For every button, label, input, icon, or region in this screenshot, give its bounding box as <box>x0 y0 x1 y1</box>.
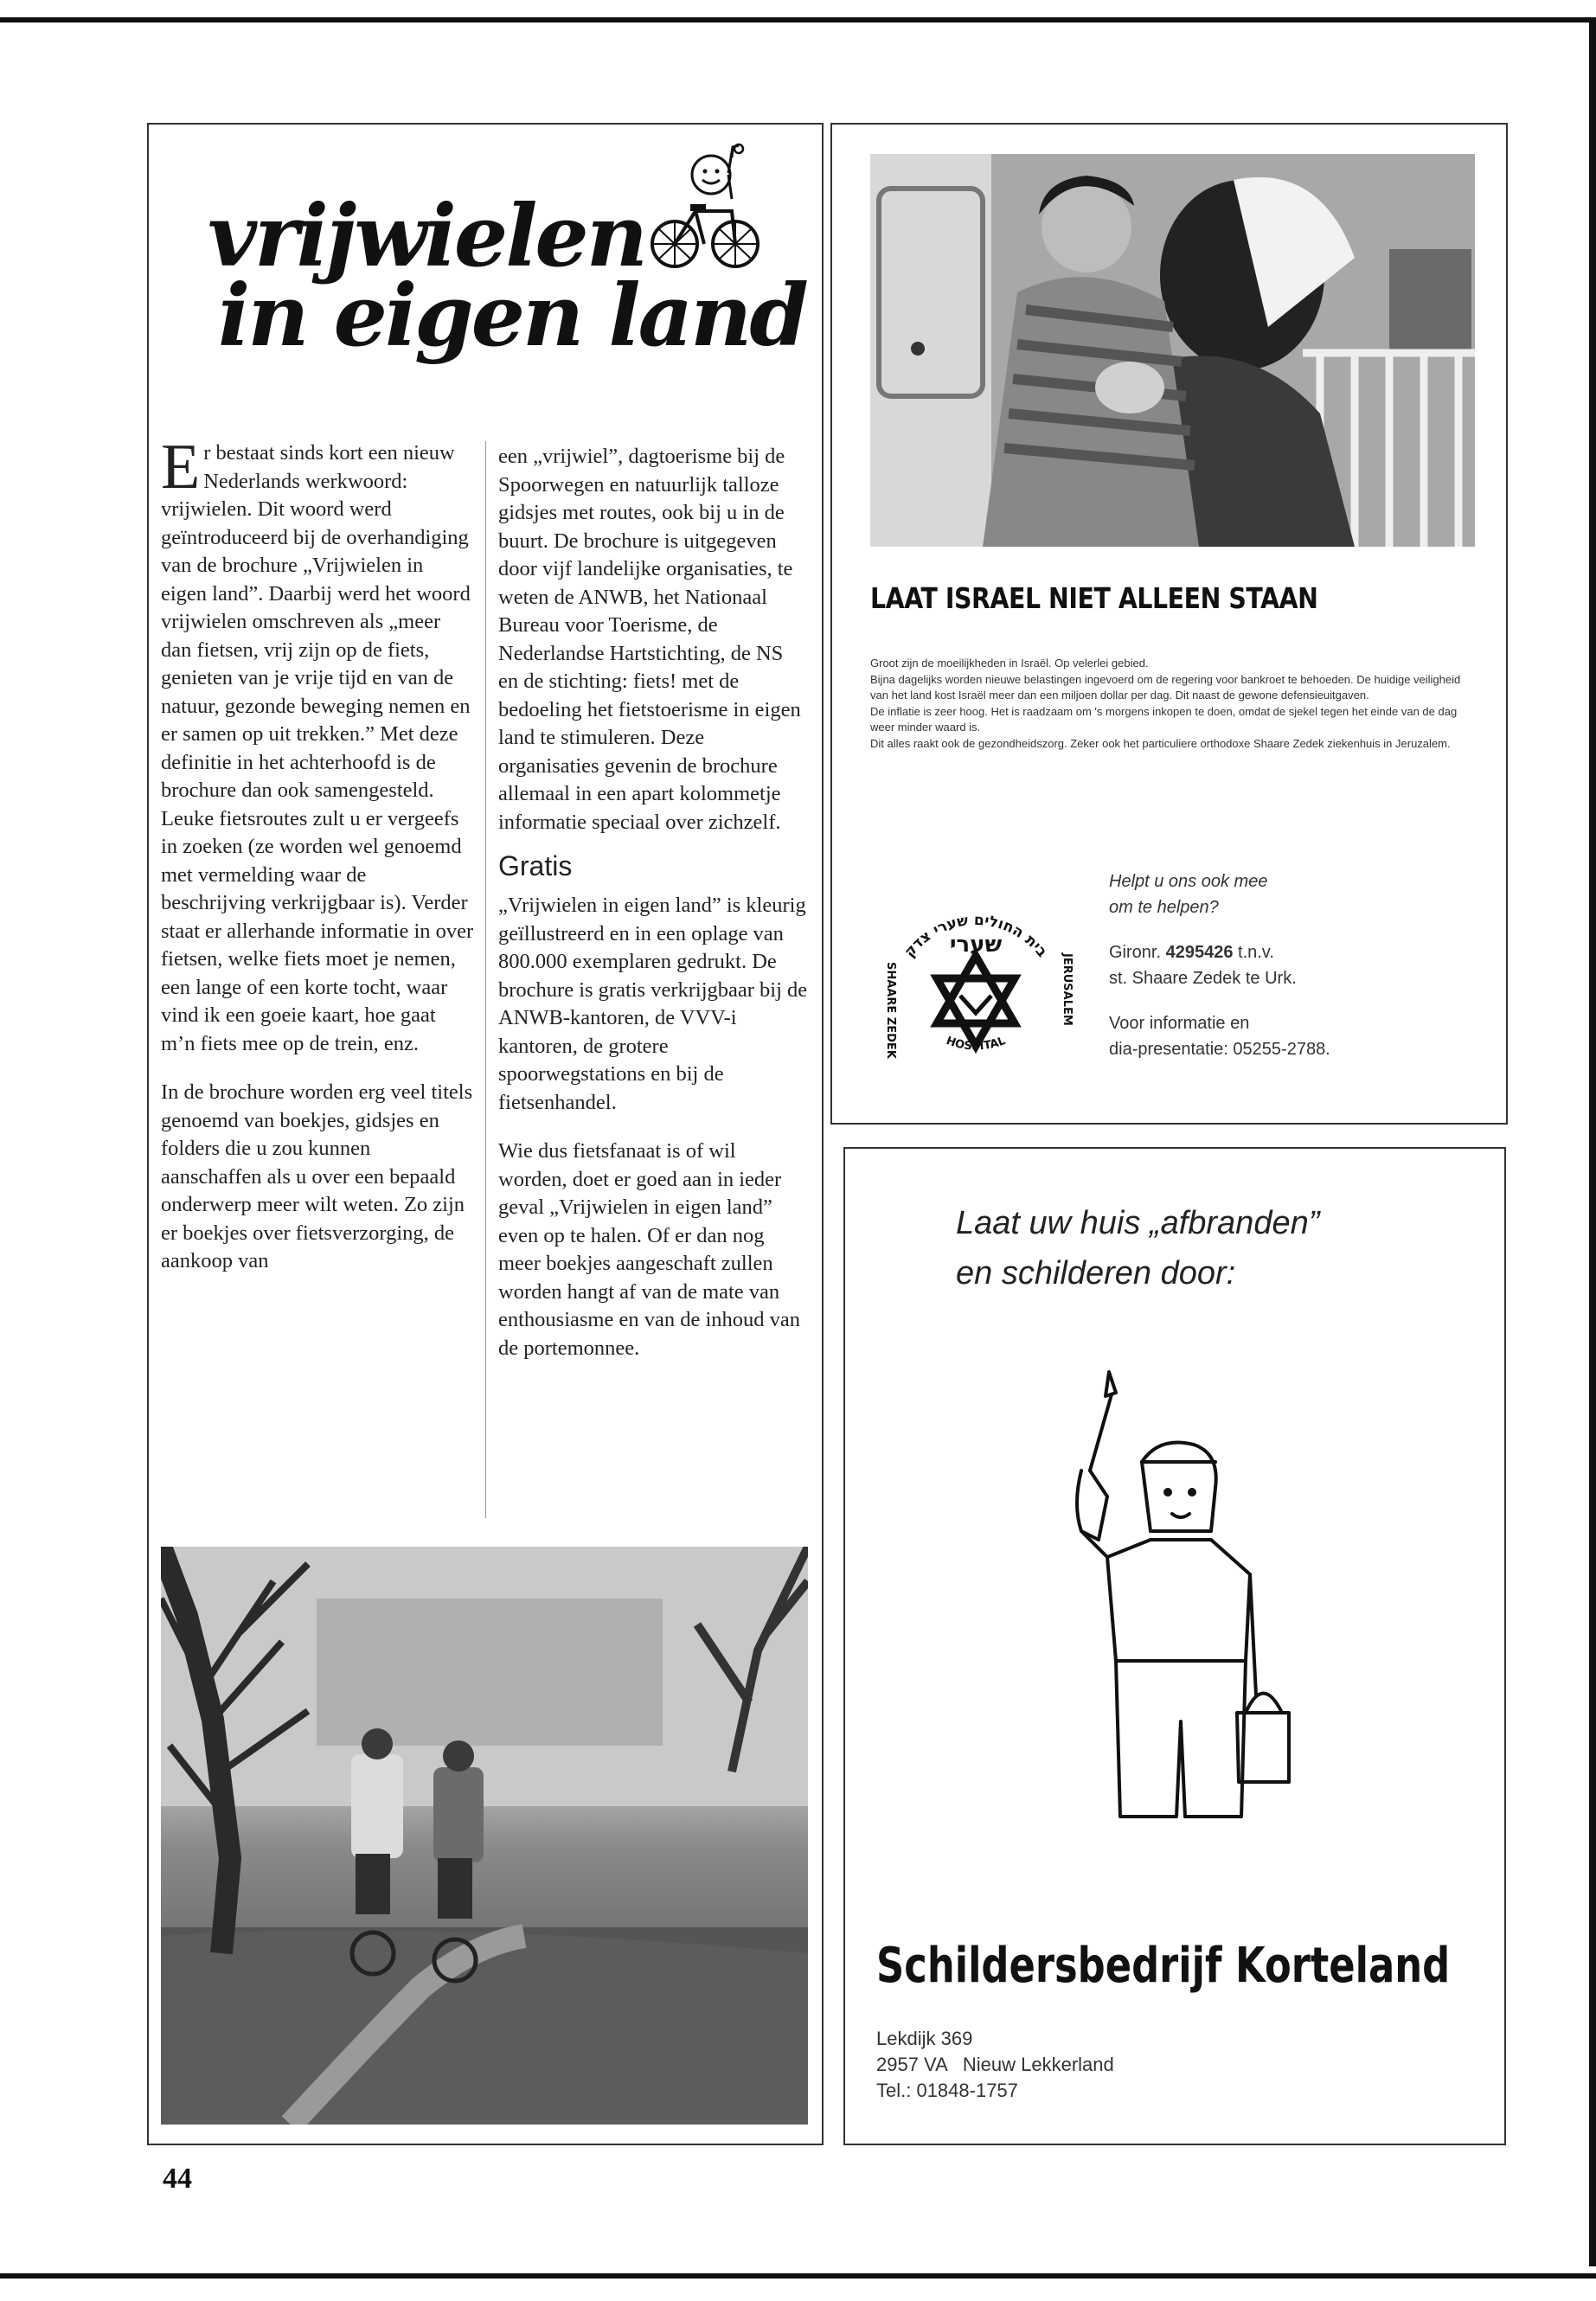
article-paragraph: Leuke fietsroutes zult u er vergeefs in zoeken (ze worden wel genoemd met vermelding waar de beschrijving verkrijgbaar is). Verder staat er allerhande informatie in over fietsen, welke fiets moet je nemen, een lange of een korte tocht, waar vind ik een goeie kaart, hoe gaat m’n fiets mee op de trein, enz. <box>161 806 474 1055</box>
logo-text-right: JERUSALEM <box>1061 953 1074 1026</box>
article-paragraph: Wie dus fietsfanaat is of wil worden, doet er goed aan in ieder geval „Vrijwielen in eigen land” even op te halen. Of er dan nog meer boekjes aangeschaft zullen worden hangt af van de mate van enthousiasme en van de inhoud van de portemonnee. <box>498 1139 801 1360</box>
help-line: om te helpen? <box>1109 898 1219 917</box>
israel-ad-headline: LAAT ISRAEL NIET ALLEEN STAAN <box>870 581 1318 615</box>
israel-ad-line: Groot zijn de moeilijkheden in Israël. Op velerlei gebied. <box>870 657 1149 670</box>
bottom-border-line <box>0 2273 1596 2279</box>
top-border-line <box>0 17 1596 22</box>
giro-line <box>1109 939 1330 965</box>
help-line: Helpt u ons ook mee <box>1109 872 1268 891</box>
logo-hebrew-arc: בית החולים שערי צדק <box>901 911 1051 961</box>
column-divider <box>485 441 486 1518</box>
company-name: Schildersbedrijf Korteland <box>876 1938 1451 1994</box>
giro-number: 4295426 <box>1165 943 1234 962</box>
nurse-and-child-photo <box>870 154 1475 547</box>
article-column-2 <box>498 443 808 1362</box>
article-paragraph: „Vrijwielen in eigen land” is kleurig geïllustreerd en in een oplage van 800.000 exemplaren gedrukt. De brochure is gratis verkrijgbaar bij de ANWB-kantoren, de VVV-i kantoren, de grotere spoorwegstations en bij de fietsenhandel. <box>498 894 808 1114</box>
painter-figure-icon <box>1029 1367 1306 1851</box>
shaare-zedek-logo <box>872 858 1080 1099</box>
article-paragraph: In de brochure worden erg veel titels genoemd van boekjes, gidsjes en folders die u zou kunnen aanschaffen als u over een bepaald onderwerp meer wilt weten. Zo zijn er boekjes over fietsverzorging, de aankoop van <box>161 1080 473 1272</box>
subheading-gratis: Gratis <box>498 850 573 881</box>
israel-ad-line: Dit alles raakt ook de gezondheidszorg. Zeker ook het particuliere orthodoxe Shaare Zedek ziekenhuis in Jeruzalem. <box>870 736 1451 750</box>
svg-text:HOSPITAL <box>945 1035 1008 1053</box>
company-address <box>876 2026 1114 2104</box>
article-title-line2: in eigen land <box>218 266 806 366</box>
address-line: Lekdijk 369 <box>876 2028 973 2049</box>
slogan-line: Laat uw huis „afbranden” <box>956 1205 1320 1241</box>
giro-line-2: st. Shaare Zedek te Urk. <box>1109 969 1297 988</box>
israel-ad-line: De inflatie is zeer hoog. Het is raadzaam om 's morgens inkopen te doen, omdat de sjekel tegen het einde van de dag weer minder waard is. <box>870 704 1458 734</box>
israel-ad-contact <box>1109 868 1330 1062</box>
info-line: Voor informatie en <box>1109 1014 1250 1033</box>
page-number: 44 <box>163 2163 192 2195</box>
logo-text-bottom: HOSPITAL <box>944 1034 1008 1054</box>
painter-slogan <box>956 1198 1319 1298</box>
info-line: dia-presentatie: 05255-2788. <box>1109 1040 1330 1059</box>
article-paragraph: een „vrijwiel”, dagtoerisme bij de Spoorwegen en natuurlijk talloze gidsjes met routes, ook bij u in de buurt. De brochure is uitgegeven door vijf landelijke organisaties, te weten de ANWB, het Nationaal Bureau voor Toerisme, de Nederlandse Hartstichting, de NS en de stichting: fiets! met de bedoeling het fietstoerisme in eigen land te stimuleren. Deze organisaties gevenin de brochure allemaal in een apart kolommetje informatie speciaal over zichzelf. <box>498 445 801 834</box>
article-title-line1: vrijwielen <box>208 187 646 286</box>
article-column-1 <box>161 432 474 1276</box>
logo-hebrew-center: שערי <box>949 932 1003 958</box>
address-line: 2957 VA Nieuw Lekkerland <box>876 2054 1114 2075</box>
phone-line: Tel.: 01848-1757 <box>876 2080 1018 2101</box>
smiling-bicycle-icon <box>642 138 763 277</box>
giro-suffix: t.n.v. <box>1233 943 1274 962</box>
logo-text-left: SHAARE ZEDEK <box>884 962 897 1059</box>
giro-prefix: Gironr. <box>1109 943 1166 962</box>
right-border-line <box>1589 17 1596 2266</box>
israel-ad-line: Bijna dagelijks worden nieuwe belastingen ingevoerd om de regering voor bankroet te behoeden. De huidige veiligheid van het land kost Israël meer dan een miljoen dollar per dag. Dit naast de gewone defensieuitgaven. <box>870 672 1461 702</box>
israel-ad-body <box>870 656 1481 752</box>
article-text: r bestaat sinds kort een nieuw Nederlands werkwoord: vrijwielen. Dit woord werd geïntroduceerd bij de overhandiging van de brochure „Vrijwielen in eigen land”. Daarbij werd het woord vrijwielen omschreven als „meer dan fietsen, vrij zijn op de fiets, genieten van je vrije tijd en van de natuur, gezonde beweging nemen en er samen op uit trekken.” Met deze definitie in het achterhoofd is de brochure dan ook samengesteld. <box>161 441 471 802</box>
article-paragraph <box>161 432 474 805</box>
slogan-line: en schilderen door: <box>956 1255 1236 1292</box>
cyclists-photo <box>161 1547 808 2125</box>
drop-cap: E <box>161 432 201 503</box>
